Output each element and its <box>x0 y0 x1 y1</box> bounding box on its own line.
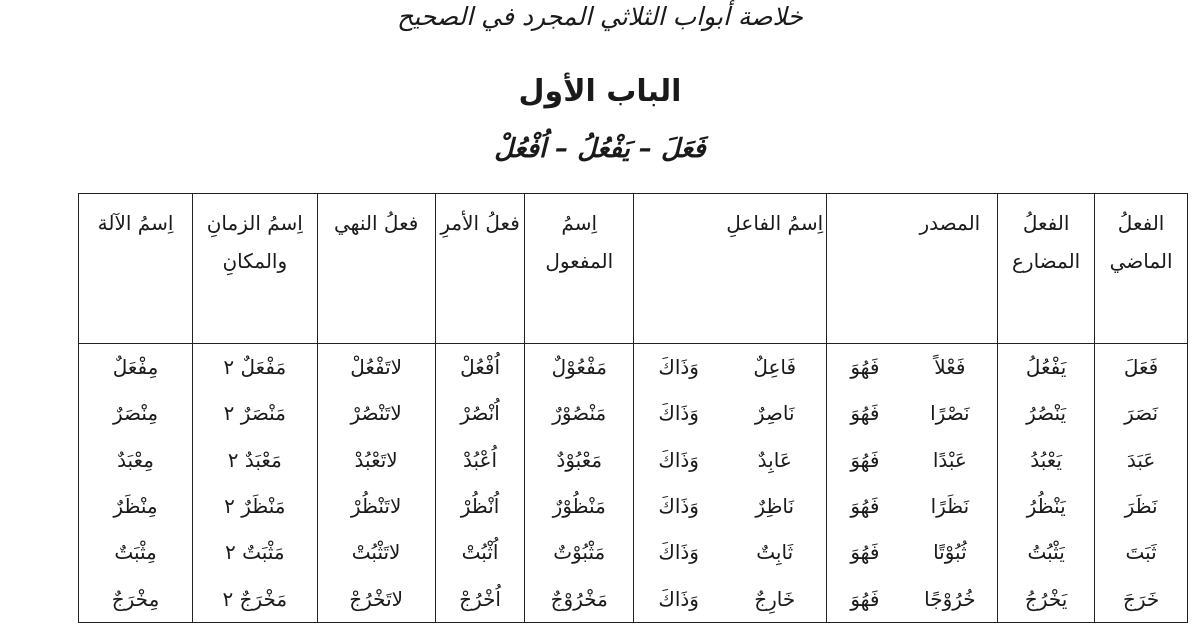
cell-active-participle: ثَابِتٌ <box>723 529 826 575</box>
header-past-verb: الفعلُ الماضي <box>1095 194 1188 344</box>
cell-present-verb: يَعْبُدُ <box>998 437 1095 483</box>
cell-verbal-noun: خُرُوْجًا <box>903 576 998 623</box>
cell-prohibition: لاتَثْبُتْ <box>317 529 435 575</box>
cell-active-participle: فَاعِلٌ <box>723 344 826 391</box>
cell-noun-of-time-place: مَثْبَتٌ ٢ <box>193 529 318 575</box>
cell-wadhaka: وَذَاكَ <box>634 483 724 529</box>
cell-fahuwa: فَهُوَ <box>827 390 903 436</box>
cell-present-verb: يَنْظُرُ <box>998 483 1095 529</box>
cell-fahuwa: فَهُوَ <box>827 529 903 575</box>
cell-active-participle: عَابِدٌ <box>723 437 826 483</box>
cell-passive-participle: مَعْبُوْدٌ <box>525 437 634 483</box>
header-prohibition: فعلُ النهي <box>317 194 435 344</box>
chapter-title: الباب الأول <box>518 74 682 109</box>
verb-pattern: فَعَلَ – يَفْعُلُ – اُفْعُلْ <box>494 134 706 164</box>
cell-past-verb: فَعَلَ <box>1095 344 1188 391</box>
cell-fahuwa: فَهُوَ <box>827 437 903 483</box>
cell-wadhaka: وَذَاكَ <box>634 390 724 436</box>
cell-verbal-noun: نَصْرًا <box>903 390 998 436</box>
cell-past-verb: نَصَرَ <box>1095 390 1188 436</box>
cell-wadhaka: وَذَاكَ <box>634 437 724 483</box>
table-row <box>79 390 1188 436</box>
cell-noun-of-instrument: مِنْظَرٌ <box>79 483 193 529</box>
header-passive-participle: اِسمُ المفعول <box>525 194 634 344</box>
table-row <box>79 344 1188 391</box>
cell-present-verb: يَنْصُرُ <box>998 390 1095 436</box>
cell-verbal-noun: فَعْلاً <box>903 344 998 391</box>
cell-past-verb: ثَبَتَ <box>1095 529 1188 575</box>
cell-verbal-noun: عَبْدًا <box>903 437 998 483</box>
cell-fahuwa: فَهُوَ <box>827 576 903 623</box>
table-row <box>79 576 1188 623</box>
cell-fahuwa: فَهُوَ <box>827 483 903 529</box>
cell-present-verb: يَخْرُجُ <box>998 576 1095 623</box>
cell-imperative: اُفْعُلْ <box>435 344 525 391</box>
cell-active-participle: نَاظِرٌ <box>723 483 826 529</box>
cell-imperative: اُخْرُجْ <box>435 576 525 623</box>
cell-imperative: اُنْصُرْ <box>435 390 525 436</box>
cell-imperative: اُثْبُتْ <box>435 529 525 575</box>
cell-prohibition: لاتَنْظُرْ <box>317 483 435 529</box>
table-row <box>79 529 1188 575</box>
cell-noun-of-instrument: مِنْصَرٌ <box>79 390 193 436</box>
cell-noun-of-instrument: مِثْبَتٌ <box>79 529 193 575</box>
table-row <box>79 483 1188 529</box>
cell-passive-participle: مَنْظُوْرٌ <box>525 483 634 529</box>
cell-imperative: اُعْبُدْ <box>435 437 525 483</box>
cell-past-verb: نَظَرَ <box>1095 483 1188 529</box>
cell-wadhaka: وَذَاكَ <box>634 344 724 391</box>
table-row <box>79 437 1188 483</box>
header-present-verb: الفعلُ المضارع <box>998 194 1095 344</box>
header-blank-2 <box>634 194 724 344</box>
cell-passive-participle: مَثْبُوْتٌ <box>525 529 634 575</box>
header-blank-1 <box>827 194 903 344</box>
cell-present-verb: يَثْبُتُ <box>998 529 1095 575</box>
cell-noun-of-instrument: مِفْعَلٌ <box>79 344 193 391</box>
cell-fahuwa: فَهُوَ <box>827 344 903 391</box>
cell-prohibition: لاتَنْصُرْ <box>317 390 435 436</box>
cell-wadhaka: وَذَاكَ <box>634 576 724 623</box>
header-imperative: فعلُ الأمرِ <box>435 194 525 344</box>
cell-noun-of-time-place: مَنْظَرٌ ٢ <box>193 483 318 529</box>
cell-noun-of-instrument: مِعْبَدٌ <box>79 437 193 483</box>
cell-active-participle: خَارِجٌ <box>723 576 826 623</box>
cell-noun-of-time-place: مَفْعَلٌ ٢ <box>193 344 318 391</box>
cell-prohibition: لاتَخْرُجْ <box>317 576 435 623</box>
cell-present-verb: يَفْعُلُ <box>998 344 1095 391</box>
cell-verbal-noun: ثُبُوْتًا <box>903 529 998 575</box>
cell-noun-of-instrument: مِخْرَجٌ <box>79 576 193 623</box>
cell-noun-of-time-place: مَخْرَجٌ ٢ <box>193 576 318 623</box>
cell-past-verb: عَبَدَ <box>1095 437 1188 483</box>
header-row <box>79 194 1188 344</box>
document-title: خلاصة أبواب الثلاثي المجرد في الصحيح <box>397 2 803 31</box>
cell-active-participle: نَاصِرٌ <box>723 390 826 436</box>
cell-past-verb: خَرَجَ <box>1095 576 1188 623</box>
header-verbal-noun: المصدر <box>903 194 998 344</box>
cell-wadhaka: وَذَاكَ <box>634 529 724 575</box>
cell-prohibition: لاتَفْعُلْ <box>317 344 435 391</box>
header-active-participle: اِسمُ الفاعلِ <box>723 194 826 344</box>
cell-passive-participle: مَنْصُوْرٌ <box>525 390 634 436</box>
cell-verbal-noun: نَظَرًا <box>903 483 998 529</box>
cell-passive-participle: مَفْعُوْلٌ <box>525 344 634 391</box>
cell-prohibition: لاتَعْبُدْ <box>317 437 435 483</box>
cell-imperative: اُنْظُرْ <box>435 483 525 529</box>
cell-noun-of-time-place: مَعْبَدٌ ٢ <box>193 437 318 483</box>
conjugation-table <box>78 193 1188 623</box>
cell-noun-of-time-place: مَنْصَرٌ ٢ <box>193 390 318 436</box>
header-noun-of-instrument: اِسمُ الآلة <box>79 194 193 344</box>
cell-passive-participle: مَخْرُوْجٌ <box>525 576 634 623</box>
header-noun-of-time-place: اِسمُ الزمانِ والمكانِ <box>193 194 318 344</box>
